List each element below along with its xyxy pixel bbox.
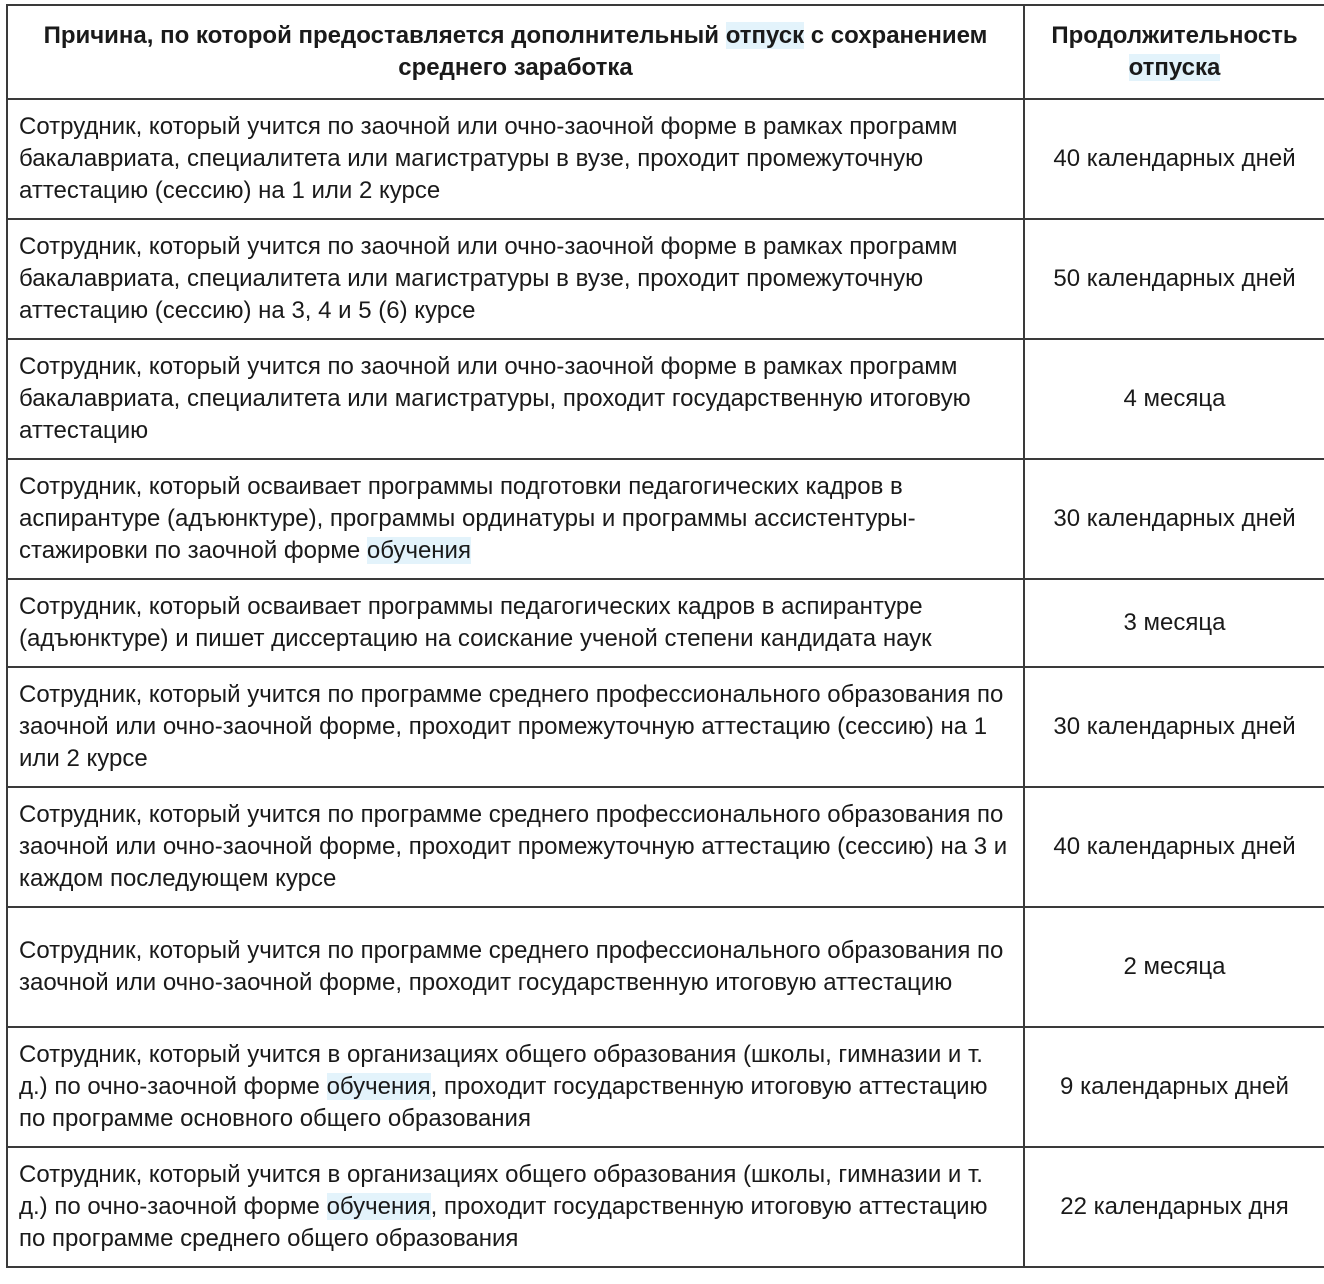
duration-cell: 9 календарных дней [1024, 1027, 1324, 1147]
duration-cell: 40 календарных дней [1024, 787, 1324, 907]
highlighted-term: отпуск [725, 22, 805, 49]
table-header [7, 5, 1324, 99]
reason-cell: Сотрудник, который учится в организациях общего образования (школы, гимназии и т. д.) по очно-заочной форме обучения, проходит государственную итоговую аттестацию по программе основного общего образования [7, 1027, 1024, 1147]
table-body [7, 99, 1324, 1267]
duration-cell: 30 календарных дней [1024, 459, 1324, 579]
table-row [7, 99, 1324, 219]
reason-cell: Сотрудник, который учится по программе среднего профессионального образования по заочной или очно-заочной форме, проходит промежуточную аттестацию (сессию) на 3 и каждом последующем курсе [7, 787, 1024, 907]
table-row [7, 219, 1324, 339]
table-row [7, 667, 1324, 787]
reason-cell: Сотрудник, который осваивает программы педагогических кадров в аспирантуре (адъюнктуре) и пишет диссертацию на соискание ученой степени кандидата наук [7, 579, 1024, 667]
highlighted-term: обучения [366, 537, 471, 564]
duration-cell: 50 календарных дней [1024, 219, 1324, 339]
table-row [7, 787, 1324, 907]
reason-cell: Сотрудник, который осваивает программы подготовки педагогических кадров в аспирантуре (адъюнктуре), программы ординатуры и программы ассистентуры-стажировки по заочной форме обучения [7, 459, 1024, 579]
reason-cell: Сотрудник, который учится по программе среднего профессионального образования по заочной или очно-заочной форме, проходит промежуточную аттестацию (сессию) на 1 или 2 курсе [7, 667, 1024, 787]
reason-cell: Сотрудник, который учится по заочной или очно-заочной форме в рамках программ бакалавриата, специалитета или магистратуры, проходит государственную итоговую аттестацию [7, 339, 1024, 459]
highlighted-term: отпуска [1128, 54, 1221, 81]
duration-cell: 2 месяца [1024, 907, 1324, 1027]
duration-cell: 3 месяца [1024, 579, 1324, 667]
reason-cell: Сотрудник, который учится по программе среднего профессионального образования по заочной или очно-заочной форме, проходит государственную итоговую аттестацию [7, 907, 1024, 1027]
duration-cell: 22 календарных дня [1024, 1147, 1324, 1267]
reason-cell: Сотрудник, который учится по заочной или очно-заочной форме в рамках программ бакалавриата, специалитета или магистратуры в вузе, проходит промежуточную аттестацию (сессию) на 1 или 2 курсе [7, 99, 1024, 219]
table-row [7, 1147, 1324, 1267]
table-row [7, 579, 1324, 667]
header-duration: Продолжительность отпуска [1024, 5, 1324, 99]
leave-table [6, 4, 1324, 1268]
table-row [7, 907, 1324, 1027]
header-reason: Причина, по которой предоставляется дополнительный отпуск с сохранением среднего заработка [7, 5, 1024, 99]
duration-cell: 40 календарных дней [1024, 99, 1324, 219]
highlighted-term: обучения [326, 1193, 431, 1220]
header-row [7, 5, 1324, 99]
duration-cell: 30 календарных дней [1024, 667, 1324, 787]
duration-cell: 4 месяца [1024, 339, 1324, 459]
reason-cell: Сотрудник, который учится в организациях общего образования (школы, гимназии и т. д.) по очно-заочной форме обучения, проходит государственную итоговую аттестацию по программе среднего общего образования [7, 1147, 1024, 1267]
highlighted-term: обучения [326, 1073, 431, 1100]
reason-cell: Сотрудник, который учится по заочной или очно-заочной форме в рамках программ бакалавриата, специалитета или магистратуры в вузе, проходит промежуточную аттестацию (сессию) на 3, 4 и 5 (6) курсе [7, 219, 1024, 339]
table-row [7, 1027, 1324, 1147]
table-row [7, 459, 1324, 579]
table-row [7, 339, 1324, 459]
